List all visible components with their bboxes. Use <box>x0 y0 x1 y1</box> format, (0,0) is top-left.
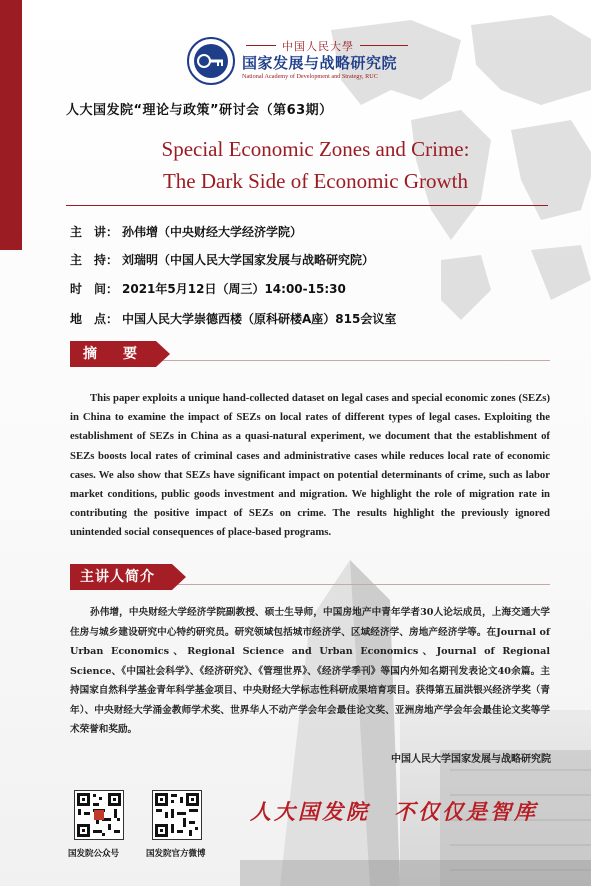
host-value: 刘瑞明（中国人民大学国家发展与战略研究院） <box>122 253 375 267</box>
talk-title-line-1: Special Economic Zones and Crime: <box>161 137 470 161</box>
talk-title-line-2: The Dark Side of Economic Growth <box>162 169 468 193</box>
time-value: 2021年5月12日（周三）14:00-15:30 <box>122 282 346 296</box>
academy-name-english: National Academy of Development and Strategy, RUC <box>242 73 378 80</box>
wechat-qr-code[interactable] <box>74 790 124 840</box>
abstract-text: This paper exploits a unique hand-collected dataset on legal cases and special economic zones (SEZs) in China to examine the impact of SEZs on local rates of different types of legal cases. Exploiting the establishment of SEZs in China as a quasi-natural experiment, we document that the establishment of SEZs boosts local rates of criminal cases and administrative cases while reduces local rate of economic cases. We also show that SEZs have significant impact on potential determinants of crime, such as labor market conditions, public goods investment and migration. We highlight the role of migration rate in contributing the positive impact of SEZs on crime. The results highlight the previously ignored unintended social consequences of place-based programs. <box>70 392 550 539</box>
speaker-value: 孙伟增（中央财经大学经济学院） <box>122 225 303 239</box>
place-label: 地 点： <box>70 312 119 326</box>
title-divider <box>66 205 548 206</box>
time-label: 时 间： <box>70 282 119 296</box>
abstract-heading: 摘 要 <box>70 341 156 367</box>
place-row <box>70 310 396 327</box>
organizer-signature: 中国人民大学国家发展与战略研究院 <box>391 754 551 765</box>
place-value: 中国人民大学崇德西楼（原科研楼A座）815会议室 <box>122 312 397 326</box>
weibo-qr-caption: 国发院官方微博 <box>146 849 206 859</box>
speaker-row <box>70 223 302 240</box>
qr-code-icon <box>153 791 201 839</box>
speaker-bio-heading: 主讲人简介 <box>70 564 172 590</box>
speaker-label: 主 讲： <box>70 225 119 239</box>
seminar-series-label: 人大国发院“理论与政策”研讨会（第63期） <box>66 103 333 118</box>
time-row <box>70 280 346 297</box>
header-rule-left <box>246 45 276 46</box>
header-rule-right <box>360 45 408 46</box>
host-row <box>70 251 374 268</box>
university-name: 中国人民大學 <box>282 40 354 53</box>
academy-name: 国家发展与战略研究院 <box>242 54 398 72</box>
qr-code-icon <box>75 791 123 839</box>
speaker-bio-text: 孙伟增，中央财经大学经济学院副教授、硕士生导师，中国房地产中青年学者30人论坛成员，上海交通大学住房与城乡建设研究中心特约研究员。研究领域包括城市经济学、区域经济学、房地产经济学等。在Journal of Urban Economics、Regional Science and Urban Economics、Journal of Regional Science、《中国社会科学》、《经济研究》、《管理世界》、《经济学季刊》等国内外知名期刊发表论文40余篇。主持国家自然科学基金青年科学基金项目、中央财经大学标志性科研成果培育项目。获得第五届洪银兴经济学奖（青年）、中央财经大学涌金教师学术奖、世界华人不动产学会年会最佳论文奖、亚洲房地产学会年会最佳论文奖等学术荣誉和奖励。 <box>70 607 550 735</box>
wechat-qr-caption: 国发院公众号 <box>68 849 120 859</box>
host-label: 主 持： <box>70 253 119 267</box>
academy-logo <box>186 36 236 86</box>
calligraphy-slogan: 人大国发院 不仅仅是智库 <box>250 799 538 824</box>
weibo-qr-code[interactable] <box>152 790 202 840</box>
red-accent-bar <box>0 0 22 250</box>
